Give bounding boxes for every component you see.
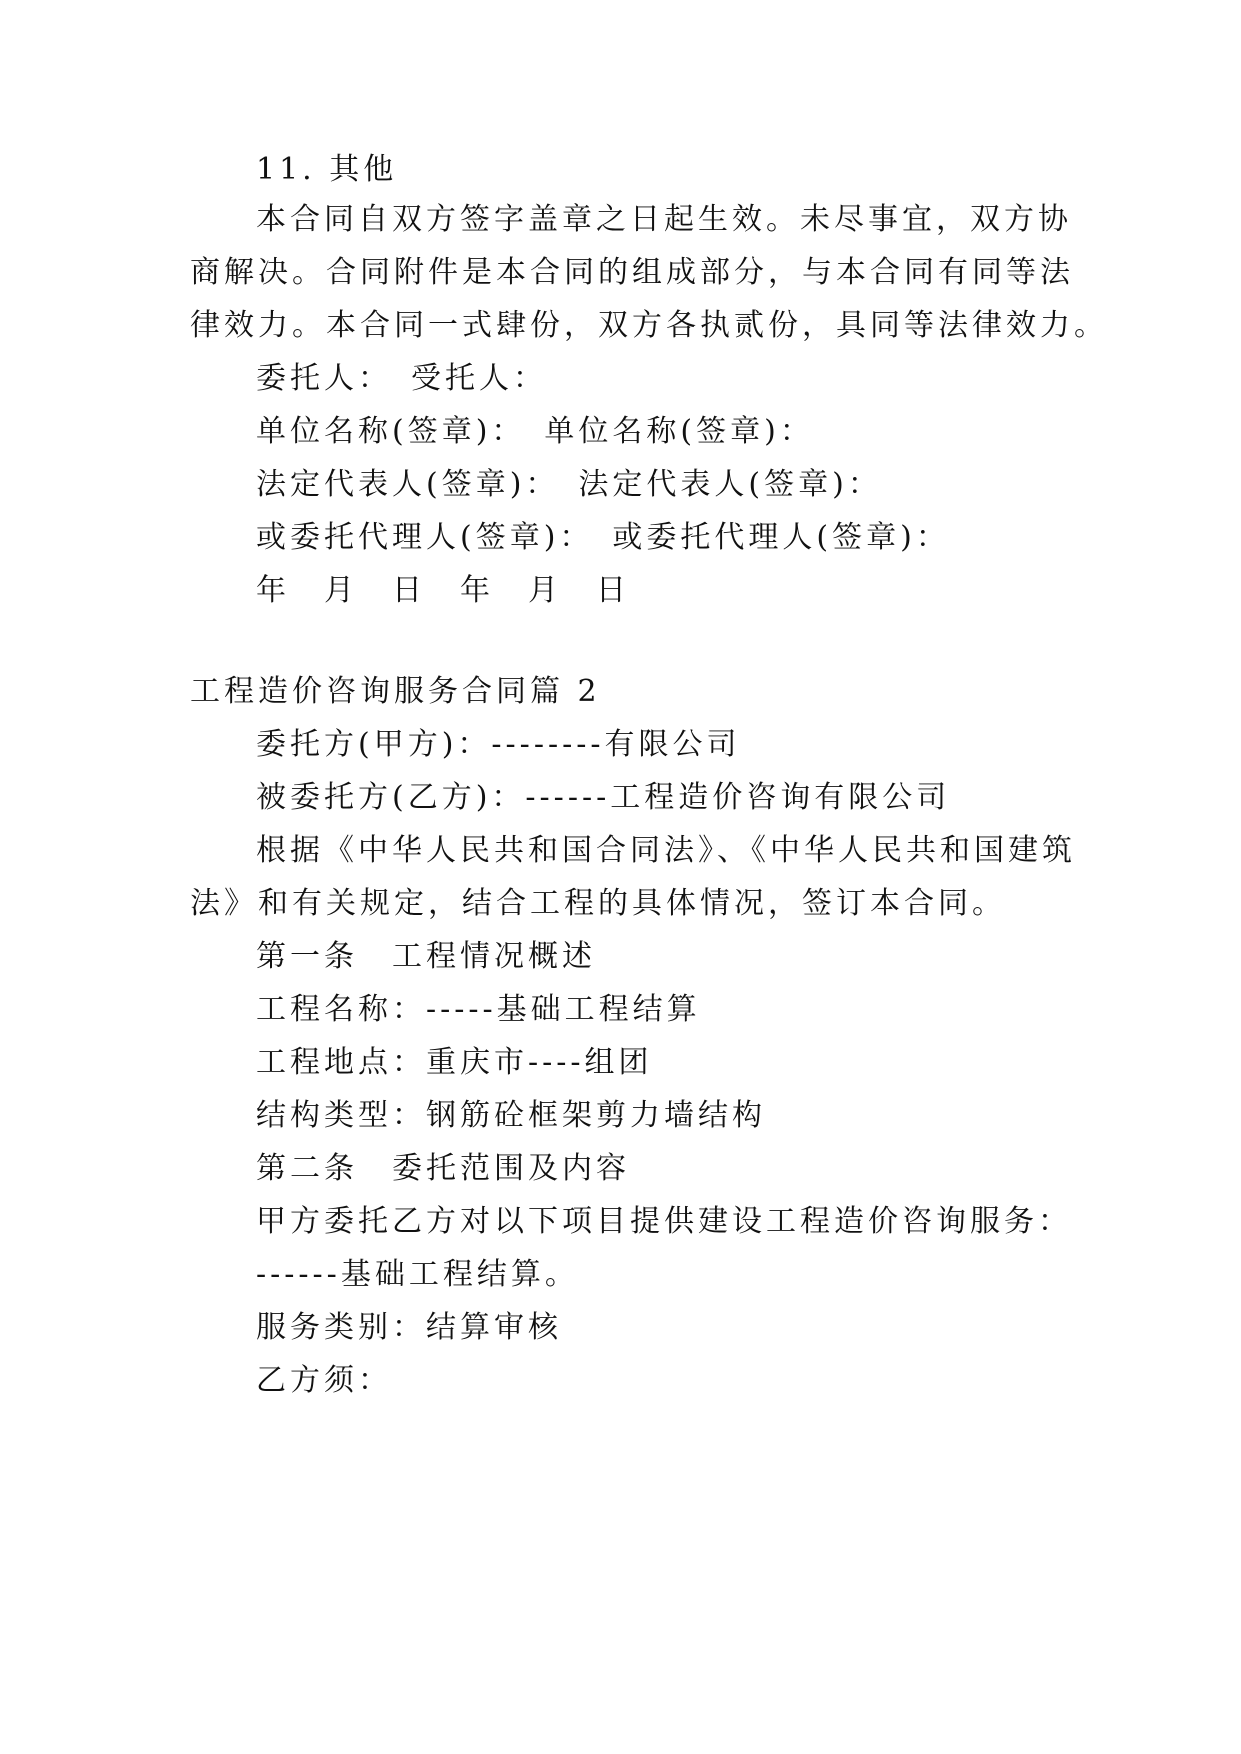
signature-parties: 委托人： 受托人： — [256, 361, 547, 396]
article-title: 第一条 工程情况概述 — [256, 939, 596, 974]
contract-title: 工程造价咨询服务合同篇 2 — [190, 674, 601, 709]
paragraph-line: 商解决。合同附件是本合同的组成部分，与本合同有同等法 — [190, 255, 1074, 290]
consultant-party: 被委托方(乙方)：------工程造价咨询有限公司 — [256, 780, 951, 815]
structure-type: 结构类型：钢筋砼框架剪力墙结构 — [256, 1098, 766, 1133]
project-name: 工程名称：-----基础工程结算 — [256, 992, 701, 1027]
paragraph-line: 本合同自双方签字盖章之日起生效。未尽事宜，双方协 — [256, 202, 1072, 237]
section-heading: 11. 其他 — [256, 152, 398, 187]
paragraph-line: 律效力。本合同一式肆份，双方各执贰份，具同等法律效力。 — [190, 308, 1108, 343]
paragraph-line: 法》和有关规定，结合工程的具体情况，签订本合同。 — [190, 886, 1006, 921]
project-location: 工程地点：重庆市----组团 — [256, 1045, 653, 1080]
signature-legal-rep: 法定代表人(签章)： 法定代表人(签章)： — [256, 467, 882, 502]
paragraph-line: 甲方委托乙方对以下项目提供建设工程造价咨询服务： — [256, 1204, 1072, 1239]
service-type: 服务类别：结算审核 — [256, 1310, 562, 1345]
article-title: 第二条 委托范围及内容 — [256, 1151, 630, 1186]
party-b-requirements: 乙方须： — [256, 1363, 392, 1398]
signature-unit: 单位名称(签章)： 单位名称(签章)： — [256, 414, 814, 449]
client-party: 委托方(甲方)：--------有限公司 — [256, 727, 741, 762]
paragraph-line: 根据《中华人民共和国合同法》、《中华人民共和国建筑 — [256, 833, 1076, 868]
signature-agent: 或委托代理人(签章)： 或委托代理人(签章)： — [256, 520, 950, 555]
paragraph-line: ------基础工程结算。 — [256, 1257, 579, 1292]
signature-date: 年 月 日 年 月 日 — [256, 573, 630, 608]
